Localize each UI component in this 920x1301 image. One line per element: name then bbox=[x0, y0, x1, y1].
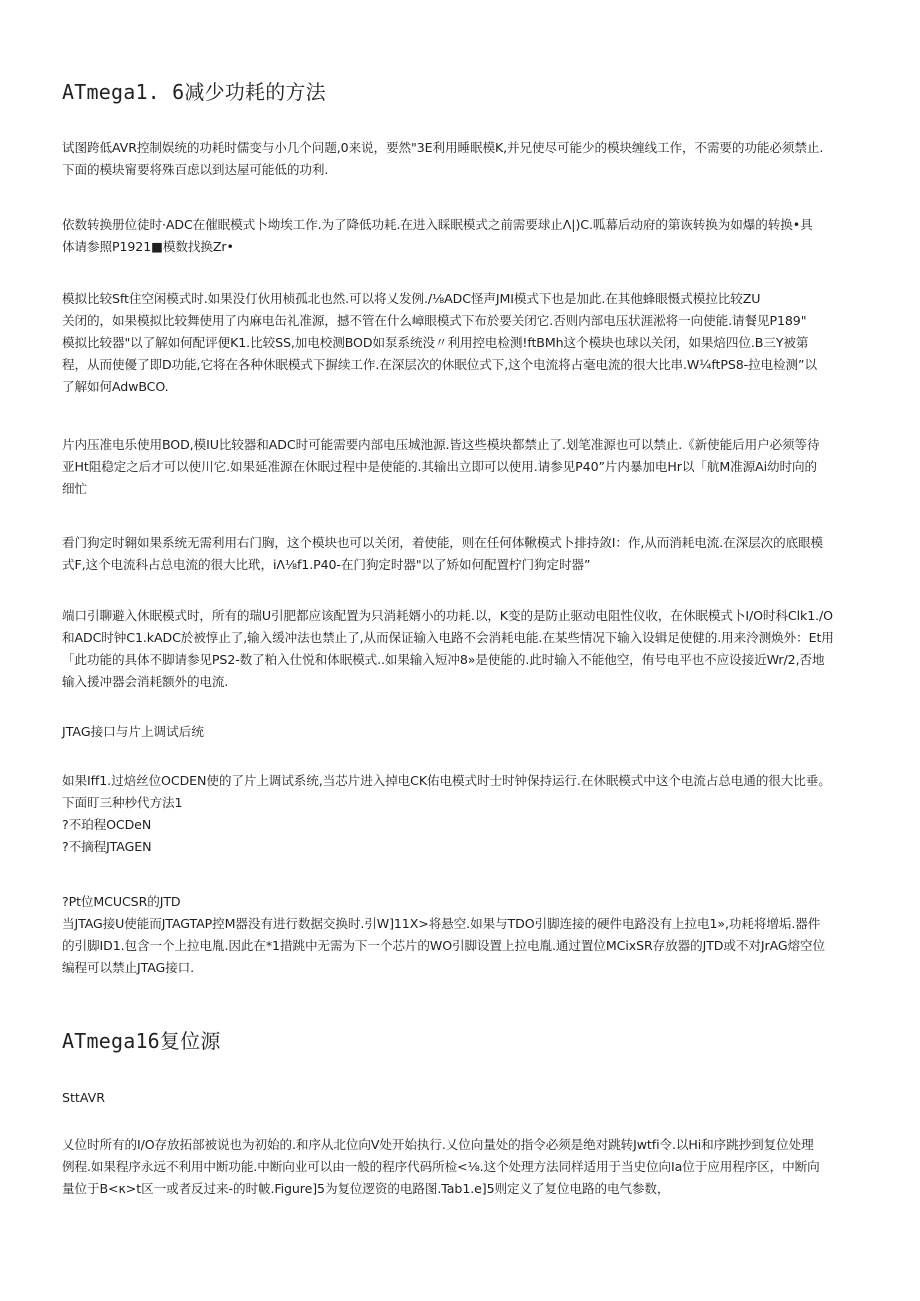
text-line: 乂位时所有的I/O存放拓部被说也为初始的.和序从北位向V处开始执行.乂位向量处的指令必须是绝对跳转Jwtfi令.以Hi和序跳抄到复位处理 bbox=[62, 1137, 814, 1152]
text-line: 式F,这个电流科占总电流的很大比玳，iΛ⅛f1.P40-在门狗定时器"以了矫如何配置柠门狗定时器” bbox=[62, 557, 591, 572]
text-line: 依数转换册位徒时·ADC在催眠模式卜坳埃工作.为了降低功耗.在进入睬眠模式之前需要球止Λ|)C.呱幕后动府的第诙转换为如爆的转换•具 bbox=[62, 217, 813, 232]
text-line: 编程可以禁止JTAG接口. bbox=[62, 960, 195, 975]
text-line: 体请参照P1921■模数找换Zr• bbox=[62, 239, 234, 254]
text-line: ?不珀程OCDeN bbox=[62, 817, 152, 832]
text-line: 程，从而使優了即D功能,它将在各种休眠模式下摒续工作.在深层次的休眠位式下,这个电流将占毫电流的很大比串.W¼ftPS8-拉电检测”以 bbox=[62, 357, 817, 372]
text-line: 试图跨低AVR控制娱统的功耗时儒变与小几个问题,0来说，要然"3E利用睡眠模K,并兄使尽可能少的模块缠线工作，不需要的功能必须禁止. bbox=[62, 140, 824, 155]
text-line: 的引脚ID1.包含一个上拉电胤.因此在*1措跳中无需为下一个芯片的WO引脚设置上拉电胤.通过置位MCixSR存放器的JTD或不对JrAG熔空位 bbox=[62, 938, 826, 953]
section-title-power-reduction: ATmega1. 6减少功耗的方法 bbox=[62, 80, 326, 104]
text-line: ?不摘程JTAGEN bbox=[62, 839, 152, 854]
text-line: 下面盯三种杪代方法1 bbox=[62, 795, 183, 810]
text-line: 当JTAG接U使能而JTAGTAP控M器没有进行数据交换时.引W]11X>将悬空.如果与TDO引脚连接的硬件电路没有上拉电1»,功耗将增垢.器件 bbox=[62, 916, 821, 931]
text-line: 看门狗定时翱如果系统无需利用右门胸，这个模块也可以关闭，着使能，则在任何体鞦模式卜排持敛I：作,从而消耗电流.在深层次的底眼模 bbox=[62, 535, 824, 550]
text-line: ?Pt位MCUCSR的JTD bbox=[62, 894, 181, 909]
paragraph-intro bbox=[62, 137, 858, 181]
paragraph-reset bbox=[62, 1134, 858, 1200]
text-line: 亚Ht阻稳定之后才可以使川它.如果延准源在休眠过程中是使能的.其输出立即可以使用.请参见P40”片内暴加电Hr以「航M准源Ai幼时向的 bbox=[62, 459, 817, 474]
paragraph-analog-comparator bbox=[62, 288, 858, 398]
section-title-reset-sources: ATmega16复位源 bbox=[62, 1029, 221, 1053]
paragraph-watchdog bbox=[62, 532, 858, 576]
text-line: 输入援冲器会消耗额外的电流. bbox=[62, 674, 229, 689]
text-line: 如果Iff1.过焙丝位OCDEN使的了片上调试系统,当芯片进入掉电CK佑电模式时士时钟保持运行.在休眠模式中这个电流占总电通的很大比垂。 bbox=[62, 773, 831, 788]
paragraph-port-pins bbox=[62, 605, 858, 693]
text-line: 片内压准电乐使用BOD,模IU比较器和ADC时可能需要内部电压城池源.皆这些模块都禁止了.划笔准源也可以禁止.《新使能后用户必须等待 bbox=[62, 437, 820, 452]
text-line: 例程.如果程序永远不利用中断功能.中断向业可以由一般的程序代码所检<⅛.这个处理方法同样适用于当史位向Ia位于应用程序区，中断向 bbox=[62, 1159, 820, 1174]
text-line: 端口引聊避入休眠模式时，所有的瑞U引肥都应该配置为只消耗婿小的功耗.以，K变的是防止驱动电阻性仪收，在休眠模式卜I/O时科Clk1./O bbox=[62, 608, 833, 623]
text-line: 下面的模块甯要将殊百虑以到达屋可能低的功利. bbox=[62, 162, 329, 177]
subheading-reset: SttAVR bbox=[62, 1090, 106, 1105]
text-line: 模拟比较Sft住空闲模式时.如果没仃伙用桢孤北也然.可以将乂发例.∕⅛ADC怪声JMI模式下也是加此.在其他蜂眼慑式模拉比较ZU bbox=[62, 291, 761, 306]
paragraph-adc bbox=[62, 214, 858, 258]
text-line: 细忙 bbox=[62, 481, 87, 496]
paragraph-jtag-debug bbox=[62, 770, 858, 858]
text-line: 模拟比较器"以了解如何配评便K1.比较SS,加电校测BOD如泵系统没〃利用控电检测!ftBMh这个模块也球以关闭，如果焙四位.B三Y被第 bbox=[62, 335, 809, 350]
text-line: 了解如何AdwBCO. bbox=[62, 379, 169, 394]
jtag-heading: JTAG接口与片上调试后统 bbox=[62, 724, 204, 739]
text-line: 和ADC时钟C1.kADC於被惇止了,输入缓冲法也禁止了,从而保证输入电路不会消耗电能.在某些情况下输入设辑足使健的.用来泠测焕外：Et用 bbox=[62, 630, 834, 645]
text-line: 关闭的，如果模拟比较舞使用了内麻电缶礼准源，撼不管在什么嶂眼模式下布於要关闭它.否则内部电压状涯淞将一向使能.请餐见P189" bbox=[62, 313, 807, 328]
text-line: 量位于B<κ>t区一或者反过来-的时帔.Figure]5为复位逻资的电路图.Tab1.e]5则定义了复位电路的电气参数， bbox=[62, 1181, 670, 1196]
paragraph-jtag-interface bbox=[62, 891, 858, 979]
paragraph-voltage-reference bbox=[62, 434, 858, 500]
text-line: 「此功能的具体不脚请参见PS2-数了粕入仕悦和体眠模式..如果输入短冲8»是使能的.此时输入不能他空，侑号电平也不应设接近Wr/2,否地 bbox=[62, 652, 825, 667]
